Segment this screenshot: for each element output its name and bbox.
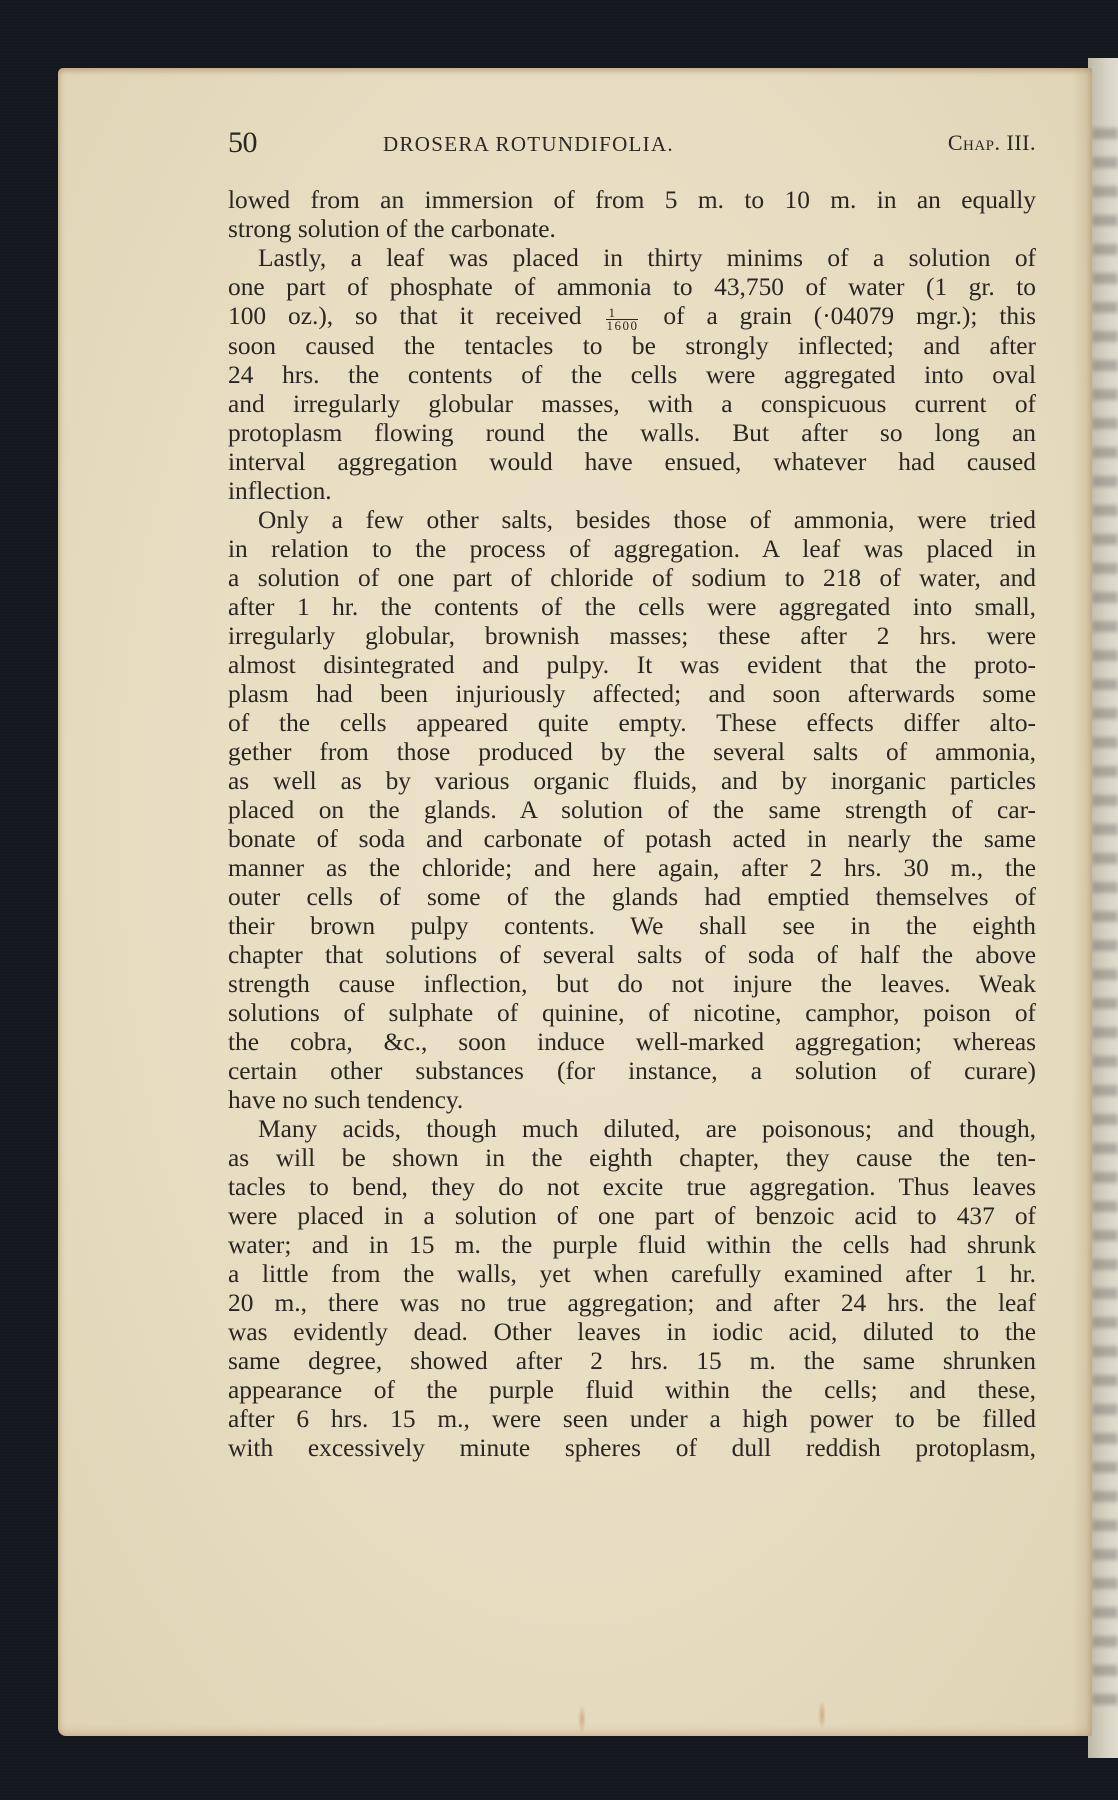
text-line: with excessively minute spheres of dull reddish protoplasm, <box>228 1433 1036 1462</box>
text-line: gether from those produced by the several salts of ammonia, <box>228 737 1036 766</box>
facing-page-text-bleed <box>1092 1172 1118 1183</box>
facing-page-text-bleed <box>1092 795 1118 806</box>
facing-page-text-bleed <box>1092 679 1118 690</box>
fraction-denominator: 1600 <box>606 317 639 333</box>
facing-page-text-bleed <box>1092 389 1118 400</box>
facing-page-text-bleed <box>1092 1230 1118 1241</box>
facing-page-text-bleed <box>1092 128 1118 139</box>
text-line: same degree, showed after 2 hrs. 15 m. the same shrunken <box>228 1346 1036 1375</box>
facing-page-text-bleed <box>1092 1375 1118 1386</box>
text-line: Lastly, a leaf was placed in thirty minims of a solution of <box>258 244 1036 272</box>
text-line: Only a few other salts, besides those of ammonia, were tried <box>258 505 1036 534</box>
text-line: lowed from an immersion of from 5 m. to 10 m. in an equally <box>228 186 1036 214</box>
paragraph <box>228 506 1036 1115</box>
facing-page-text-bleed <box>1092 882 1118 893</box>
text-line: after 1 hr. the contents of the cells were aggregated into small, <box>228 592 1036 621</box>
text-line: plasm had been injuriously affected; and soon afterwards some <box>228 679 1036 708</box>
text-line: irregularly globular, brownish masses; these after 2 hrs. were <box>228 621 1036 650</box>
facing-page-text-bleed <box>1092 1549 1118 1560</box>
facing-page-text-bleed <box>1092 1433 1118 1444</box>
text-line: Many acids, though much diluted, are poisonous; and though, <box>258 1114 1036 1143</box>
paragraph <box>228 1115 1036 1463</box>
text-line: one part of phosphate of ammonia to 43,750 of water (1 gr. to <box>228 273 1036 301</box>
body-text <box>228 186 1036 1463</box>
facing-page-text-bleed <box>1092 505 1118 516</box>
facing-page-text-bleed <box>1092 969 1118 980</box>
text-line: 100 oz.), so that it received $\frac{1}{1600}$ of a grain (·04079 mgr.); this <box>228 302 1037 333</box>
facing-page-text-bleed <box>1092 360 1118 371</box>
paragraph <box>228 244 1036 506</box>
fraction <box>606 304 639 333</box>
text-line: protoplasm flowing round the walls. But after so long an <box>228 418 1036 447</box>
text-line: placed on the glands. A solution of the same strength of car- <box>228 795 1036 824</box>
facing-page-text-bleed <box>1092 215 1118 226</box>
facing-page-text-bleed <box>1092 1636 1118 1647</box>
facing-page-text-bleed <box>1092 1114 1118 1125</box>
text-line: as well as by various organic fluids, and by inorganic particles <box>228 766 1036 795</box>
text-line: of the cells appeared quite empty. These effects differ alto- <box>228 708 1036 737</box>
facing-page-text-bleed <box>1092 621 1118 632</box>
facing-page-text-bleed <box>1092 1085 1118 1096</box>
facing-page-text-bleed <box>1092 273 1118 284</box>
facing-page-text-bleed <box>1092 186 1118 197</box>
running-title: DROSERA ROTUNDIFOLIA. <box>383 132 674 156</box>
paper-stain <box>578 1704 586 1734</box>
facing-page-edge <box>1088 58 1118 1758</box>
facing-page-text-bleed <box>1092 1520 1118 1531</box>
text-line: appearance of the purple fluid within the cells; and these, <box>228 1375 1036 1404</box>
facing-page-text-bleed <box>1092 592 1118 603</box>
text-line: have no such tendency. <box>228 1085 464 1114</box>
facing-page-text-bleed <box>1092 737 1118 748</box>
text-line: certain other substances (for instance, a solution of curare) <box>228 1056 1036 1085</box>
facing-page-text-bleed <box>1092 1491 1118 1502</box>
text-line: and irregularly globular masses, with a conspicuous current of <box>228 389 1036 418</box>
facing-page-text-bleed <box>1092 708 1118 719</box>
facing-page-text-bleed <box>1092 824 1118 835</box>
text-line: chapter that solutions of several salts of soda of half the above <box>228 940 1036 969</box>
text-line: their brown pulpy contents. We shall see in the eighth <box>228 911 1036 940</box>
facing-page-text-bleed <box>1092 157 1118 168</box>
facing-page-text-bleed <box>1092 331 1118 342</box>
text-line: as will be shown in the eighth chapter, they cause the ten- <box>228 1143 1036 1172</box>
text-line: a little from the walls, yet when carefully examined after 1 hr. <box>228 1259 1036 1288</box>
facing-page-text-bleed <box>1092 418 1118 429</box>
text-line: interval aggregation would have ensued, whatever had caused <box>228 447 1036 476</box>
facing-page-text-bleed <box>1092 1404 1118 1415</box>
facing-page-text-bleed <box>1092 1346 1118 1357</box>
text-line: soon caused the tentacles to be strongly inflected; and after <box>228 331 1036 360</box>
text-line: outer cells of some of the glands had emptied themselves of <box>228 882 1036 911</box>
text-line: were placed in a solution of one part of benzoic acid to 437 of <box>228 1201 1036 1230</box>
facing-page-text-bleed <box>1092 998 1118 1009</box>
facing-page-text-bleed <box>1092 1694 1118 1705</box>
facing-page-text-bleed <box>1092 1027 1118 1038</box>
facing-page-text-bleed <box>1092 853 1118 864</box>
facing-page-text-bleed <box>1092 1201 1118 1212</box>
facing-page-text-bleed <box>1092 1578 1118 1589</box>
facing-page-text-bleed <box>1092 1259 1118 1270</box>
page-number: 50 <box>228 126 257 159</box>
facing-page-text-bleed <box>1092 1317 1118 1328</box>
text-line: almost disintegrated and pulpy. It was evident that the proto- <box>228 650 1036 679</box>
facing-page-text-bleed <box>1092 476 1118 487</box>
facing-page-text-bleed <box>1092 1665 1118 1676</box>
text-line: solutions of sulphate of quinine, of nicotine, camphor, poison of <box>228 998 1036 1027</box>
facing-page-text-bleed <box>1092 650 1118 661</box>
text-line: the cobra, &c., soon induce well-marked aggregation; whereas <box>228 1027 1036 1056</box>
facing-page-text-bleed <box>1092 563 1118 574</box>
facing-page-text-bleed <box>1092 244 1118 255</box>
text-line: a solution of one part of chloride of sodium to 218 of water, and <box>228 563 1036 592</box>
facing-page-text-bleed <box>1092 447 1118 458</box>
facing-page-text-bleed <box>1092 534 1118 545</box>
facing-page-text-bleed <box>1092 1143 1118 1154</box>
facing-page-text-bleed <box>1092 302 1118 313</box>
facing-page-text-bleed <box>1092 940 1118 951</box>
text-line: in relation to the process of aggregation. A leaf was placed in <box>228 534 1036 563</box>
text-line: strong solution of the carbonate. <box>228 215 556 243</box>
text-line: water; and in 15 m. the purple fluid within the cells had shrunk <box>228 1230 1036 1259</box>
running-head <box>228 126 1036 166</box>
facing-page-text-bleed <box>1092 1607 1118 1618</box>
facing-page-text-bleed <box>1092 1288 1118 1299</box>
text-line: after 6 hrs. 15 m., were seen under a high power to be filled <box>228 1404 1036 1433</box>
paper-stain <box>818 1700 826 1730</box>
text-line: 20 m., there was no true aggregation; and after 24 hrs. the leaf <box>228 1288 1036 1317</box>
text-line: bonate of soda and carbonate of potash acted in nearly the same <box>228 824 1036 853</box>
text-line: 24 hrs. the contents of the cells were aggregated into oval <box>228 360 1036 389</box>
fraction-numerator: 1 <box>606 307 638 320</box>
facing-page-text-bleed <box>1092 1056 1118 1067</box>
chapter-reference: Chap. III. <box>947 130 1036 155</box>
facing-page-text-bleed <box>1092 766 1118 777</box>
text-line: inflection. <box>228 476 332 505</box>
text-line: strength cause inflection, but do not injure the leaves. Weak <box>228 969 1036 998</box>
paragraph <box>228 186 1036 244</box>
text-line: was evidently dead. Other leaves in iodic acid, diluted to the <box>228 1317 1036 1346</box>
facing-page-text-bleed <box>1092 1462 1118 1473</box>
text-line: manner as the chloride; and here again, after 2 hrs. 30 m., the <box>228 853 1036 882</box>
facing-page-text-bleed <box>1092 911 1118 922</box>
text-line: tacles to bend, they do not excite true aggregation. Thus leaves <box>228 1172 1036 1201</box>
